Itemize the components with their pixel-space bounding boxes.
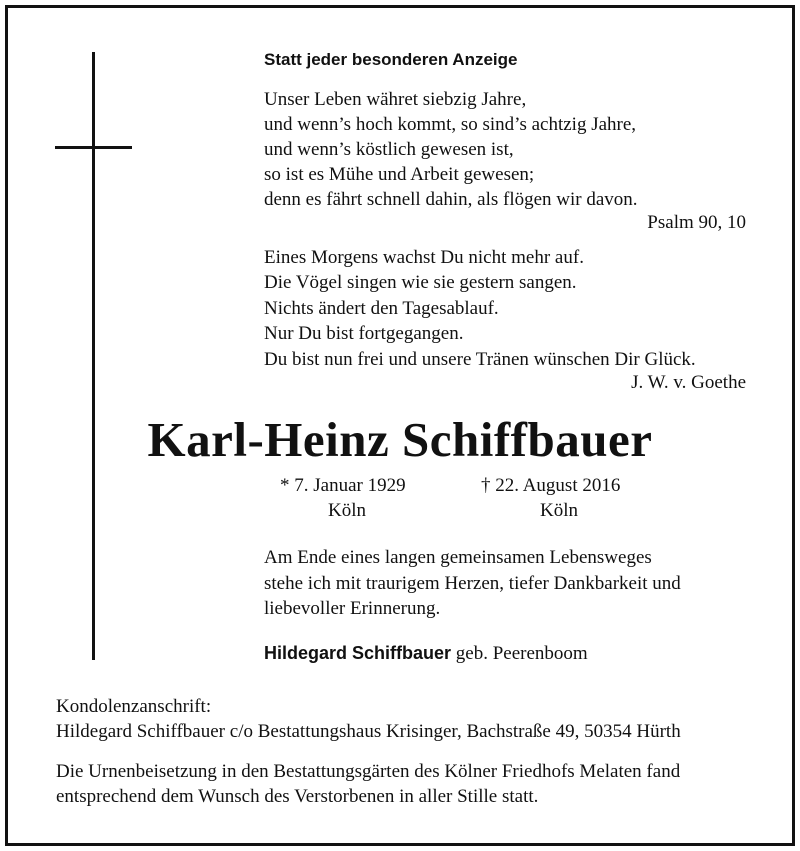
death-place: Köln — [540, 500, 578, 521]
cross-bar — [55, 146, 132, 149]
message-line: stehe ich mit traurigem Herzen, tiefer Dankbarkeit und — [264, 573, 681, 594]
psalm-line: denn es fährt schnell dahin, als flögen wir davon. — [264, 189, 638, 210]
poem-line: Du bist nun frei und unsere Tränen wünschen Dir Glück. — [264, 349, 696, 370]
heading: Statt jeder besonderen Anzeige — [264, 50, 518, 69]
signature — [264, 640, 588, 667]
deceased-name: Karl-Heinz Schiffbauer — [147, 412, 653, 467]
message-line: Am Ende eines langen gemeinsamen Lebensweges — [264, 547, 652, 568]
signature-suffix: geb. Peerenboom — [455, 643, 588, 664]
poem-line: Eines Morgens wachst Du nicht mehr auf. — [264, 247, 584, 268]
birth-date: * 7. Januar 1929 — [280, 475, 406, 496]
cross-icon — [92, 52, 95, 660]
death-date: † 22. August 2016 — [481, 475, 621, 496]
poem-line: Die Vögel singen wie sie gestern sangen. — [264, 272, 577, 293]
signature-name: Hildegard Schiffbauer — [264, 643, 452, 663]
psalm-line: Unser Leben währet siebzig Jahre, — [264, 89, 527, 110]
condolence-label: Kondolenzanschrift: — [56, 696, 212, 717]
poem-line: Nichts ändert den Tagesablauf. — [264, 298, 499, 319]
message-line: liebevoller Erinnerung. — [264, 598, 441, 619]
psalm-line: und wenn’s köstlich gewesen ist, — [264, 139, 514, 160]
condolence-address: Hildegard Schiffbauer c/o Bestattungshaus Krisinger, Bachstraße 49, 50354 Hürth — [56, 721, 681, 742]
psalm-line: und wenn’s hoch kommt, so sind’s achtzig Jahre, — [264, 114, 637, 135]
birth-place: Köln — [328, 500, 366, 521]
psalm-source: Psalm 90, 10 — [647, 212, 746, 233]
burial-line: entsprechend dem Wunsch des Verstorbenen in aller Stille statt. — [56, 786, 539, 807]
burial-line: Die Urnenbeisetzung in den Bestattungsgärten des Kölner Friedhofs Melaten fand — [56, 761, 681, 782]
psalm-line: so ist es Mühe und Arbeit gewesen; — [264, 164, 535, 185]
poem-source: J. W. v. Goethe — [631, 372, 746, 393]
poem-line: Nur Du bist fortgegangen. — [264, 323, 464, 344]
